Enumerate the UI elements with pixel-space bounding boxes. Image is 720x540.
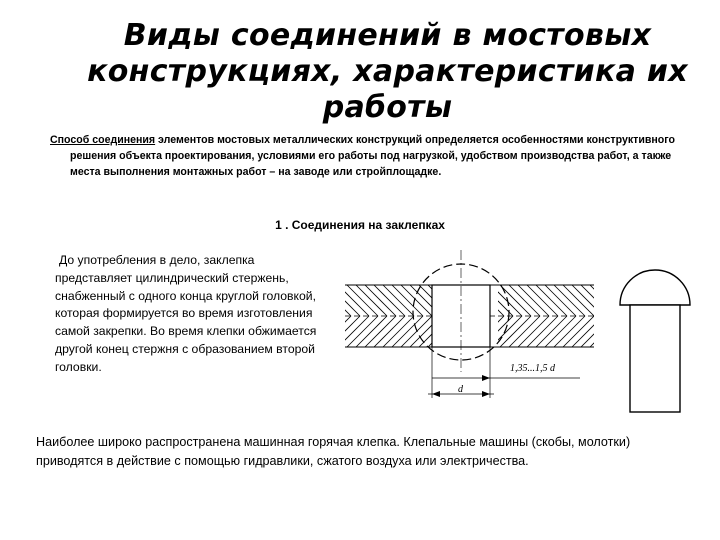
diameter-arrow-right xyxy=(482,391,490,397)
rivet-stem xyxy=(630,305,680,412)
dimension-arrow xyxy=(482,375,490,381)
diameter-arrow-left xyxy=(432,391,440,397)
rivet-description: До употребления в дело, заклепка представляет цилиндрический стержень, снабженный с одного конца круглой головкой, которая формируется во время изготовления самой закрепки. Во время клепки обжимается другой конец стержня с образованием второй головки. xyxy=(55,253,317,374)
intro-rest-text: элементов мостовых металлических конструкций определяется особенностями конструктивного решения объекта проектирования, условиями его работы под нагрузкой, удобством производства работ, а также места выполнения монтажных работ – на заводе или стройплощадке. xyxy=(70,134,675,178)
bottom-paragraph: Наиболее широко распространена машинная горячая клепка. Клепальные машины (скобы, молотки) приводятся в действие с помощью гидравлики, сжатого воздуха или электричества. xyxy=(36,435,631,468)
rivet-side-view xyxy=(620,270,690,412)
dimension-label: 1,35...1,5 d xyxy=(510,363,555,374)
diameter-label: d xyxy=(458,384,463,395)
page-title: Виды соединений в мостовых конструкциях, характеристика их работы xyxy=(87,18,688,125)
intro-lead-term: Способ соединения xyxy=(50,134,156,146)
rivet-head xyxy=(620,270,690,305)
section-heading: 1 . Соединения на заклепках xyxy=(275,218,445,232)
riveted-joint-section xyxy=(275,250,630,398)
